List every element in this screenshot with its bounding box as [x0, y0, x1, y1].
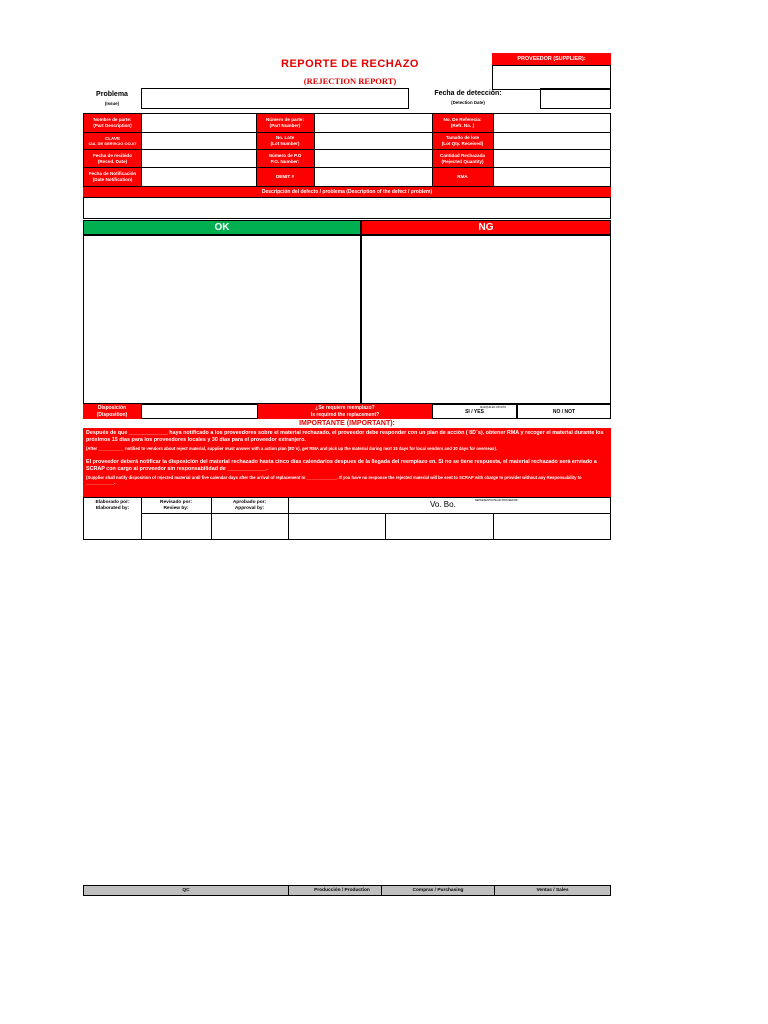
- received-date-field[interactable]: [142, 150, 255, 167]
- label-part-number: Número de parte: (Part Number): [256, 114, 314, 132]
- grid-line: [432, 113, 433, 187]
- label-lot-size: Tamaño de lote (Lot Qty. Received): [432, 133, 493, 149]
- ng-header: NG: [361, 220, 611, 235]
- clave-field[interactable]: [142, 133, 255, 149]
- footer-sales: Ventas / Sales: [494, 886, 610, 895]
- yes-option[interactable]: [432, 404, 517, 419]
- lot-size-field[interactable]: [494, 133, 610, 149]
- label-notification-date: Fecha de Notificación (Date Notification): [84, 168, 141, 186]
- important-paragraph-2-en: (Supplier shall notify disposition of rejected material until five calendar days after the arrival of replacement to _____________. If you have no response the rejected material will be sent to SCRAP with charge to provider without any Responsability to ____________.: [86, 474, 582, 486]
- reference-number-field[interactable]: [494, 114, 610, 132]
- grid-line: [256, 113, 257, 187]
- label-clave: CLAVE CIA. DE SERVICIO OO-07: [84, 133, 141, 149]
- po-number-field[interactable]: [315, 150, 431, 167]
- disposition-label: Disposición (Disposition): [83, 404, 141, 419]
- rejected-quantity-field[interactable]: [494, 150, 610, 167]
- vobo-signature-purchasing[interactable]: [494, 514, 610, 540]
- vobo-label: Vo. Bo.: [430, 500, 456, 509]
- ok-image-area[interactable]: [83, 235, 361, 404]
- reviewed-label: Revisado por: Review by:: [160, 499, 192, 511]
- no-option[interactable]: [517, 404, 611, 419]
- issue-field[interactable]: [141, 88, 409, 109]
- ng-image-area[interactable]: [361, 235, 611, 404]
- lot-number-field[interactable]: [315, 133, 431, 149]
- ok-header: OK: [83, 220, 361, 235]
- reviewed-signature[interactable]: [142, 514, 211, 540]
- replacement-question: ¿Se requiere reemplazo? Is required the replacement?: [258, 404, 432, 419]
- approved-label: Aprobado por: Approval by:: [232, 499, 267, 511]
- mark-option-note: MARQUE EN OPCIÓN: [480, 406, 506, 409]
- supplier-rep-note: REPRESENTANTE DE PROVEEDOR: [475, 499, 518, 502]
- disposition-field[interactable]: [141, 404, 258, 419]
- issue-label: Problema: [96, 91, 128, 98]
- part-description-field[interactable]: [142, 114, 255, 132]
- detection-label-en: (Detection Date): [451, 100, 485, 105]
- elaborated-label: Elaborado por: Elaborated by:: [95, 499, 130, 511]
- label-po-number: Número de P.O P.O. Number:: [256, 150, 314, 167]
- rma-field[interactable]: [494, 168, 610, 186]
- yes-label: SI / YES: [465, 409, 484, 415]
- vobo-signature-production[interactable]: [386, 514, 493, 540]
- supplier-header: PROVEEDOR (SUPPLIER):: [492, 53, 611, 65]
- label-received-date: Fecha de recibido (Recvd. Date): [84, 150, 141, 167]
- part-number-field[interactable]: [315, 114, 431, 132]
- detection-label: Fecha de detección:: [434, 90, 502, 97]
- label-reference-number: No. De Referecia: (Refr. No. ): [432, 114, 493, 132]
- vobo-signature-qc[interactable]: [289, 514, 385, 540]
- no-label: NO / NOT: [552, 409, 576, 415]
- demit-field[interactable]: [315, 168, 431, 186]
- report-subtitle: (REJECTION REPORT): [303, 76, 397, 86]
- defect-description-field[interactable]: [83, 197, 611, 219]
- important-box: [83, 428, 611, 497]
- label-lot-number: No. Lote (Lot Number): [256, 133, 314, 149]
- important-paragraph-1-en: (After ___________ notified to vendors about reject material, supplier must answer with a action plan (8D´s), get RMA and pick up the material during next 15 days for local vendors and 30 days for overseas).: [86, 445, 498, 451]
- label-part-description: Nombre de parte: (Part Description): [84, 114, 141, 132]
- important-paragraph-2: El proveedor deberá notificar la disposición del material rechazado hasta cinco días calendarios despues de la llegada del reemplazo en. Si no se tiene respuesta, el material rechazado será enviado a SCRAP con cargo al proveedor sin responsabilidad de _____________.: [86, 459, 597, 473]
- notification-date-field[interactable]: [142, 168, 255, 186]
- important-paragraph-1: Después de que _____________ haya notificado a los proveedores sobre el material rechazado, el proveedor debe responder con un plan de acción ( 8D´s), obtener RMA y recoger el material durante los próximos 15 días para los proveedores locales y 30 días para el proveedor extranjero.: [86, 430, 604, 444]
- issue-label-en: (Issue): [104, 101, 120, 106]
- approved-signature[interactable]: [212, 514, 288, 540]
- label-rejected-quantity: Cantidad Rechazada (Rejected Quantity): [432, 150, 493, 167]
- footer-purchasing: Compras / Purchasing: [381, 886, 494, 895]
- footer-qc: QC: [182, 888, 190, 893]
- label-rma: RMA: [432, 168, 493, 186]
- detection-date-field[interactable]: [540, 88, 611, 109]
- label-demit: DEMIT #: [256, 168, 314, 186]
- supplier-field[interactable]: [492, 65, 611, 90]
- defect-description-header: Descripción del defecto / problema (Description of the defect / problem): [83, 187, 611, 197]
- report-title: REPORTE DE RECHAZO: [281, 58, 419, 70]
- important-title: IMPORTANTE (IMPORTANT):: [83, 419, 611, 428]
- footer-production: Producción / Production: [288, 886, 395, 895]
